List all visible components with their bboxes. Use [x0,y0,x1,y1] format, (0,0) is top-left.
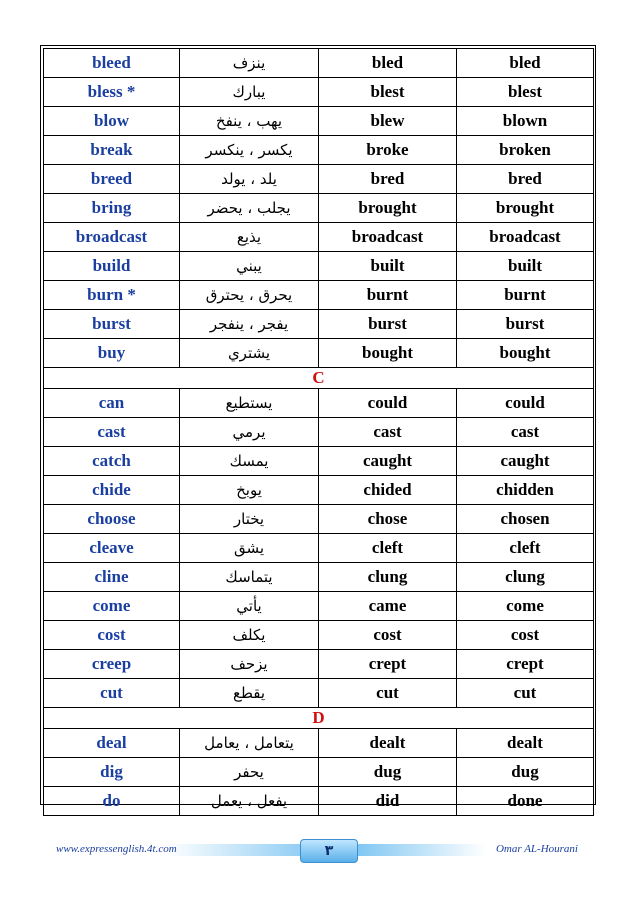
past-simple-cell: cost [319,621,457,650]
verb-row [44,650,594,679]
base-form-cell: chide [44,476,180,505]
past-participle-cell: bred [457,165,594,194]
base-form-cell: cut [44,679,180,708]
arabic-meaning-cell: يكلف [180,621,319,650]
base-form-cell: cline [44,563,180,592]
arabic-meaning-cell: ينزف [180,49,319,78]
verb-row [44,310,594,339]
verb-row [44,758,594,787]
past-participle-cell: clung [457,563,594,592]
past-simple-cell: did [319,787,457,816]
arabic-meaning-cell: يفعل ، يعمل [180,787,319,816]
footer-decor-bar-right [356,844,486,856]
verb-row [44,223,594,252]
arabic-meaning-cell: يبارك [180,78,319,107]
arabic-meaning-cell: يأتي [180,592,319,621]
verb-row [44,339,594,368]
past-simple-cell: bled [319,49,457,78]
verb-row [44,78,594,107]
arabic-meaning-cell: يحفر [180,758,319,787]
footer-website: www.expressenglish.4t.com [56,843,177,855]
irregular-verbs-table [43,48,594,816]
base-form-cell: bleed [44,49,180,78]
arabic-meaning-cell: يكسر ، ينكسر [180,136,319,165]
past-participle-cell: cut [457,679,594,708]
base-form-cell: bless * [44,78,180,107]
past-participle-cell: cleft [457,534,594,563]
verb-row [44,165,594,194]
verb-row [44,679,594,708]
past-participle-cell: burst [457,310,594,339]
verb-row [44,787,594,816]
arabic-meaning-cell: يستطيع [180,389,319,418]
page-number-badge: ٣ [300,839,358,863]
past-simple-cell: brought [319,194,457,223]
verb-row [44,447,594,476]
verb-row [44,281,594,310]
verb-row [44,252,594,281]
base-form-cell: cleave [44,534,180,563]
past-simple-cell: burnt [319,281,457,310]
past-simple-cell: came [319,592,457,621]
arabic-meaning-cell: يذيع [180,223,319,252]
section-row [44,708,594,729]
verb-row [44,505,594,534]
verb-row [44,621,594,650]
past-simple-cell: broke [319,136,457,165]
past-simple-cell: cast [319,418,457,447]
past-simple-cell: broadcast [319,223,457,252]
past-simple-cell: crept [319,650,457,679]
base-form-cell: creep [44,650,180,679]
arabic-meaning-cell: يبني [180,252,319,281]
arabic-meaning-cell: يلد ، يولد [180,165,319,194]
past-simple-cell: clung [319,563,457,592]
base-form-cell: break [44,136,180,165]
base-form-cell: breed [44,165,180,194]
past-participle-cell: chidden [457,476,594,505]
arabic-meaning-cell: يفجر ، ينفجر [180,310,319,339]
past-participle-cell: bled [457,49,594,78]
past-participle-cell: bought [457,339,594,368]
past-participle-cell: built [457,252,594,281]
past-participle-cell: blown [457,107,594,136]
past-participle-cell: cast [457,418,594,447]
past-participle-cell: chosen [457,505,594,534]
past-simple-cell: bred [319,165,457,194]
arabic-meaning-cell: يقطع [180,679,319,708]
past-participle-cell: blest [457,78,594,107]
arabic-meaning-cell: يرمي [180,418,319,447]
past-simple-cell: chided [319,476,457,505]
base-form-cell: burn * [44,281,180,310]
arabic-meaning-cell: يحرق ، يحترق [180,281,319,310]
arabic-meaning-cell: يتماسك [180,563,319,592]
arabic-meaning-cell: يهب ، ينفخ [180,107,319,136]
arabic-meaning-cell: يزحف [180,650,319,679]
section-row [44,368,594,389]
past-participle-cell: come [457,592,594,621]
verb-row [44,389,594,418]
past-participle-cell: brought [457,194,594,223]
verb-row [44,563,594,592]
arabic-meaning-cell: يوبخ [180,476,319,505]
verb-row [44,592,594,621]
verb-row [44,418,594,447]
past-simple-cell: dug [319,758,457,787]
section-letter: C [44,368,594,389]
past-simple-cell: cut [319,679,457,708]
past-participle-cell: burnt [457,281,594,310]
verb-row [44,136,594,165]
base-form-cell: deal [44,729,180,758]
base-form-cell: dig [44,758,180,787]
past-participle-cell: cost [457,621,594,650]
page-footer [56,840,578,862]
past-simple-cell: blest [319,78,457,107]
arabic-meaning-cell: يشتري [180,339,319,368]
past-simple-cell: blew [319,107,457,136]
arabic-meaning-cell: يشق [180,534,319,563]
arabic-meaning-cell: يتعامل ، يعامل [180,729,319,758]
past-simple-cell: bought [319,339,457,368]
verb-row [44,49,594,78]
past-simple-cell: could [319,389,457,418]
past-simple-cell: chose [319,505,457,534]
past-simple-cell: dealt [319,729,457,758]
arabic-meaning-cell: يجلب ، يحضر [180,194,319,223]
base-form-cell: build [44,252,180,281]
past-participle-cell: broken [457,136,594,165]
past-simple-cell: caught [319,447,457,476]
past-participle-cell: crept [457,650,594,679]
verb-row [44,194,594,223]
footer-author: Omar AL-Hourani [495,843,578,855]
base-form-cell: bring [44,194,180,223]
base-form-cell: buy [44,339,180,368]
past-simple-cell: built [319,252,457,281]
past-participle-cell: broadcast [457,223,594,252]
base-form-cell: do [44,787,180,816]
base-form-cell: cast [44,418,180,447]
arabic-meaning-cell: يختار [180,505,319,534]
arabic-meaning-cell: يمسك [180,447,319,476]
base-form-cell: come [44,592,180,621]
base-form-cell: catch [44,447,180,476]
base-form-cell: blow [44,107,180,136]
past-simple-cell: burst [319,310,457,339]
base-form-cell: cost [44,621,180,650]
base-form-cell: burst [44,310,180,339]
past-simple-cell: cleft [319,534,457,563]
past-participle-cell: caught [457,447,594,476]
past-participle-cell: done [457,787,594,816]
base-form-cell: can [44,389,180,418]
past-participle-cell: dealt [457,729,594,758]
section-letter: D [44,708,594,729]
verb-row [44,729,594,758]
past-participle-cell: could [457,389,594,418]
verb-row [44,107,594,136]
verb-row [44,476,594,505]
past-participle-cell: dug [457,758,594,787]
verb-row [44,534,594,563]
base-form-cell: choose [44,505,180,534]
base-form-cell: broadcast [44,223,180,252]
